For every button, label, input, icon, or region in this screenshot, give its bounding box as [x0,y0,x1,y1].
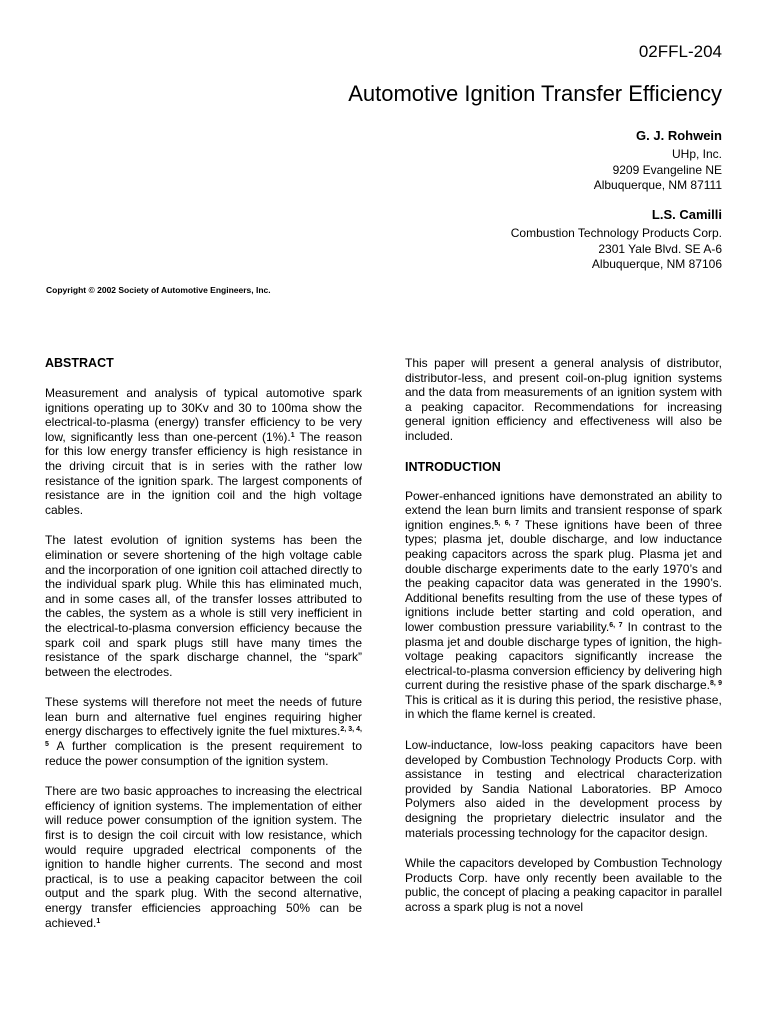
author-block-1 [594,127,722,194]
citation-ref: 8, 9 [709,680,722,688]
author-city: Albuquerque, NM 87111 [593,178,722,192]
citation-ref: 5, 6, 7 [494,519,520,527]
abstract-paragraph: These systems will therefore not meet the needs of future lean burn and alternative fuel engines requiring higher energy discharges to effectively ignite the fuel mixtures.$^{2, 3, 4, 5}$ A further complication is the present requirement to reduce the power consumption of the ignition system. [45,695,362,768]
body-paragraph: Low-inductance, low-loss peaking capacitors have been developed by Combustion Technology Products Corp. with assistance in testing and electrical characterization provided by Sandia National Laboratories. BP Amoco Polymers also aided in the development process by designing the proprietary dielectric insulator and the materials processing technology for the capacitor design. [405,738,722,840]
copyright-notice: Copyright © 2002 Society of Automotive Engineers, Inc. [46,285,271,295]
right-column [405,356,722,931]
author-city: Albuquerque, NM 87106 [591,257,722,271]
abstract-paragraph: Measurement and analysis of typical automotive spark ignitions operating up to 30Kv and 30 to 100ma show the electrical-to-plasma (energy) transfer efficiency to be very low, significantly less than one-percent (1%).$^1$ The reason for this low energy transfer efficiency is high resistance in the driving circuit that is in series with the rather low resistance of the ignition spark. The largest components of resistance are in the ignition coil and the high voltage cables. [45,386,362,517]
citation-ref: 1 [96,917,101,925]
author-name: G. J. Rohwein [636,128,722,143]
abstract-paragraph: The latest evolution of ignition systems has been the elimination or severe shortening of the high voltage cable and the incorporation of one ignition coil attached directly to the individual spark plug. While this has eliminated much, and in some cases all, of the transfer losses attributed to the cables, the system as a whole is still very inefficient in the electrical-to-plasma conversion efficiency because the spark coil and spark plugs still have many times the resistance of the spark discharge channel, the “spark” between the electrodes. [45,533,362,679]
body-paragraph: Power-enhanced ignitions have demonstrated an ability to extend the lean burn limits and transient response of spark ignition engines.$^{5, 6, 7}$ These ignitions have been of three types; plasma jet, double discharge, and low inductance peaking capacitors across the spark plug. Plasma jet and double discharge experiments date to the early 1970’s and the peaking capacitor data was generated in the 1990’s. Additional benefits resulting from the use of these types of ignitions include better starting and cold operation, and lower combustion pressure variability.$^{6, 7}$ In contrast to the plasma jet and double discharge types of ignition, the high-voltage peaking capacitors significantly increase the electrical-to-plasma conversion efficiency by delivering high current during the resistive phase of the spark discharge.$^{8, 9}$ This is critical as it is during this period, the resistive phase, in which the flame kernel is created. [405,488,723,722]
paper-title: Automotive Ignition Transfer Efficiency [348,81,722,106]
paper-id: 02FFL-204 [638,42,722,61]
citation-ref: 6, 7 [609,621,623,629]
author-name: L.S. Camilli [651,207,722,222]
abstract-paragraph: There are two basic approaches to increasing the electrical efficiency of ignition systems. The implementation of either will reduce power consumption of the ignition system. The first is to design the coil circuit with low resistance, which would require upgraded electrical components of the ignition to handle higher currents. The second and most practical, is to use a peaking capacitor between the coil output and the spark plug. With the second alternative, energy transfer efficiencies approaching 50% can be achieved.$^1$ [45,784,362,930]
author-block-2 [511,206,722,273]
author-affiliation: UHp, Inc. [671,147,722,161]
citation-ref: 1 [290,431,295,439]
author-address: 2301 Yale Blvd. SE A-6 [598,241,722,256]
abstract-heading: ABSTRACT [45,356,114,370]
author-affiliation: Combustion Technology Products Corp. [510,226,722,240]
body-paragraph: This paper will present a general analysis of distributor, distributor-less, and present coil-on-plug ignition systems and the data from measurements of an ignition system with a peaking capacitor. Recommendations for increasing general ignition efficiency and effectiveness will also be included. [405,356,722,443]
citation-ref: 2, 3, 4, 5 [45,726,362,749]
introduction-heading: INTRODUCTION [405,459,501,474]
author-address: 9209 Evangeline NE [612,162,722,177]
body-paragraph: While the capacitors developed by Combustion Technology Products Corp. have only recently been available to the public, the concept of placing a peaking capacitor in parallel across a spark plug is not a novel [405,856,722,914]
left-column [45,356,362,946]
